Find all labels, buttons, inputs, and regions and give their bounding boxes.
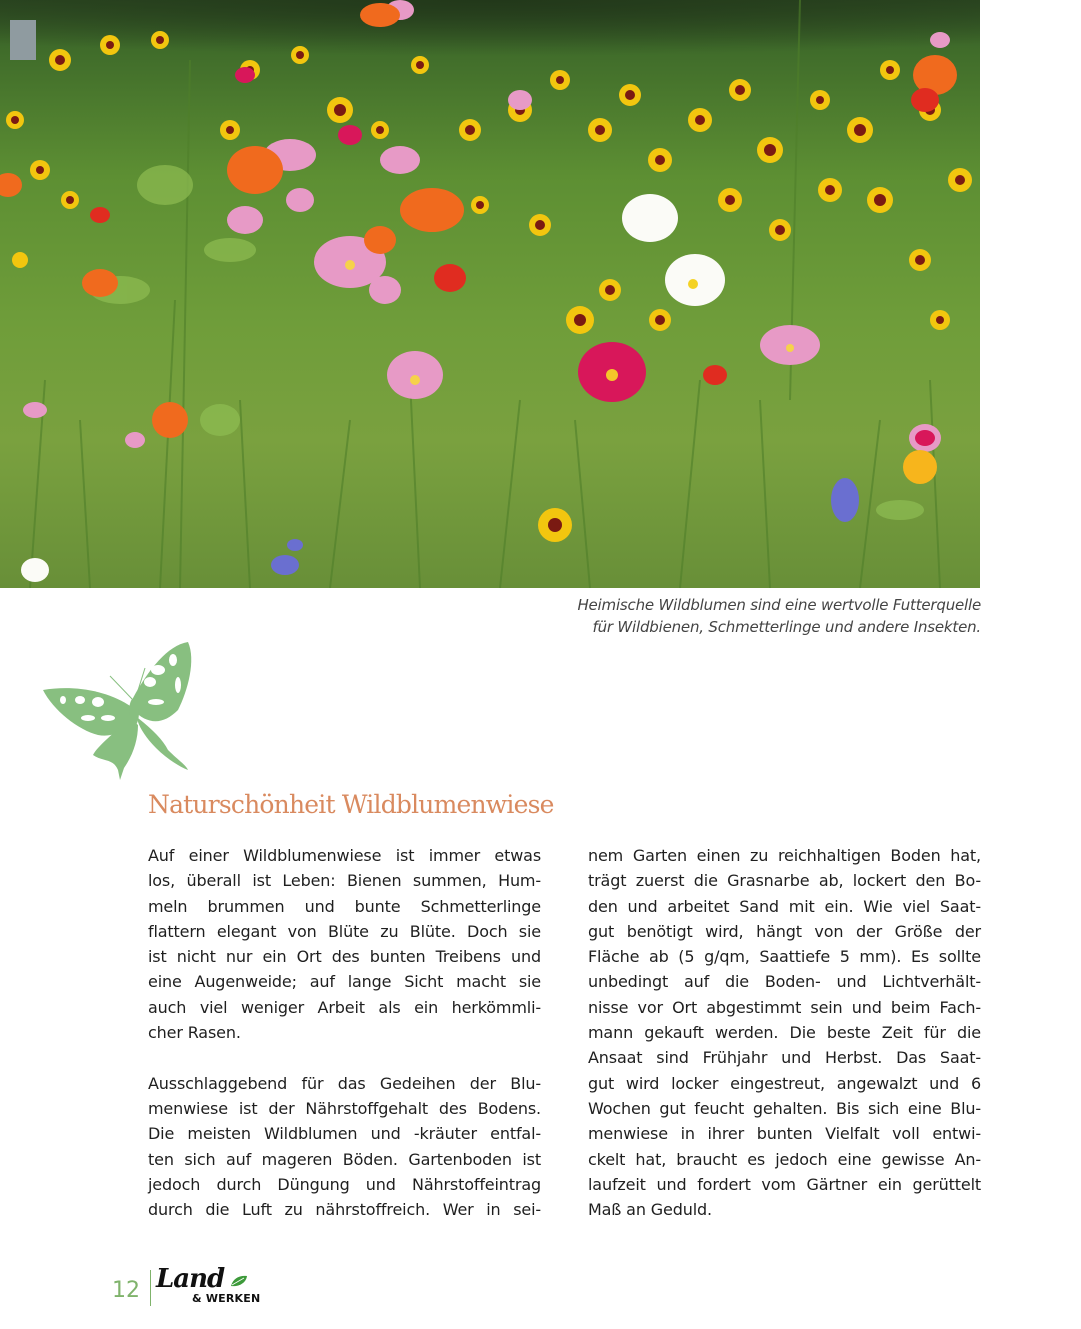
- text-line: cher Rasen.: [148, 1023, 241, 1043]
- text-line: jedoch durch Düngung und Nährstoffeintrag: [148, 1174, 541, 1194]
- logo-wordmark: Land: [156, 1264, 225, 1294]
- text-line: Ansaat sind Frühjahr und Herbst. Das Saat-: [588, 1048, 981, 1068]
- text-line: ckelt hat, braucht es jedoch eine gewisse An-: [588, 1149, 981, 1169]
- text-line: ten sich auf mageren Böden. Gartenboden ist: [148, 1149, 541, 1169]
- text-line: durch die Luft zu nährstoffreich. Wer in sei-: [148, 1200, 541, 1220]
- text-line: unbedingt auf die Boden- und Lichtverhält-: [588, 972, 981, 992]
- text-line: Maß an Geduld.: [588, 1200, 712, 1220]
- text-line: nem Garten einen zu reichhaltigen Boden hat,: [588, 846, 981, 865]
- paragraph: [148, 843, 541, 1045]
- text-column-right: [588, 843, 981, 1222]
- caption-line: Heimische Wildblumen sind eine wertvolle Futterquelle: [577, 596, 981, 614]
- photo-caption: [501, 594, 981, 638]
- meadow-illustration: [0, 0, 980, 588]
- butterfly-icon: [38, 630, 198, 780]
- text-line: menwiese ist der Nährstoffgehalt des Bodens.: [148, 1098, 541, 1118]
- text-line: Die meisten Wildblumen und -kräuter entfal-: [148, 1124, 541, 1144]
- text-line: los, überall ist Leben: Bienen summen, Hum-: [148, 871, 541, 891]
- text-line: Ausschlaggebend für das Gedeihen der Blu-: [148, 1073, 541, 1093]
- text-line: flattern elegant von Blüte zu Blüte. Doch sie: [148, 921, 541, 941]
- paragraph: [588, 843, 981, 1222]
- text-column-left: [148, 843, 541, 1222]
- text-line: laufzeit und fordert vom Gärtner ein gerüttelt: [588, 1174, 981, 1194]
- text-line: mann gekauft werden. Die beste Zeit für die: [588, 1023, 981, 1043]
- paragraph-gap: [148, 1045, 541, 1070]
- text-line: gut wird locker eingestreut, angewalzt und 6: [588, 1073, 981, 1093]
- wildflower-meadow-photo: [0, 0, 980, 588]
- page-number: 12: [112, 1278, 140, 1303]
- caption-line: für Wildbienen, Schmetterlinge und andere Insekten.: [592, 618, 981, 636]
- leaf-icon: [230, 1272, 248, 1284]
- text-line: ist nicht nur ein Ort des bunten Treibens und: [148, 947, 541, 967]
- text-line: Fläche ab (5 g/qm, Saattiefe 5 mm). Es sollte: [588, 947, 981, 967]
- text-line: Wochen gut feucht gehalten. Bis sich eine Blu-: [588, 1098, 981, 1118]
- text-line: gut benötigt wird, hängt von der Größe der: [588, 921, 981, 941]
- paragraph: [148, 1071, 541, 1223]
- logo-subtitle: & WERKEN: [192, 1292, 261, 1305]
- text-line: menwiese in ihrer bunten Vielfalt voll entwi-: [588, 1124, 981, 1144]
- text-line: trägt zuerst die Grasnarbe ab, lockert den Bo-: [588, 871, 981, 891]
- text-line: auch viel weniger Arbeit als ein herkömmli-: [148, 997, 541, 1017]
- text-line: meln brummen und bunte Schmetterlinge: [148, 896, 541, 916]
- text-line: Auf einer Wildblumenwiese ist immer etwas: [148, 846, 541, 865]
- text-line: nisse vor Ort abgestimmt sein und beim Fach-: [588, 997, 981, 1017]
- text-line: eine Augenweide; auf lange Sicht macht sie: [148, 972, 541, 992]
- text-line: den und arbeitet Sand mit ein. Wie viel Saat-: [588, 896, 981, 916]
- footer-divider: [150, 1270, 151, 1306]
- article-heading: Naturschönheit Wildblumenwiese: [148, 790, 554, 819]
